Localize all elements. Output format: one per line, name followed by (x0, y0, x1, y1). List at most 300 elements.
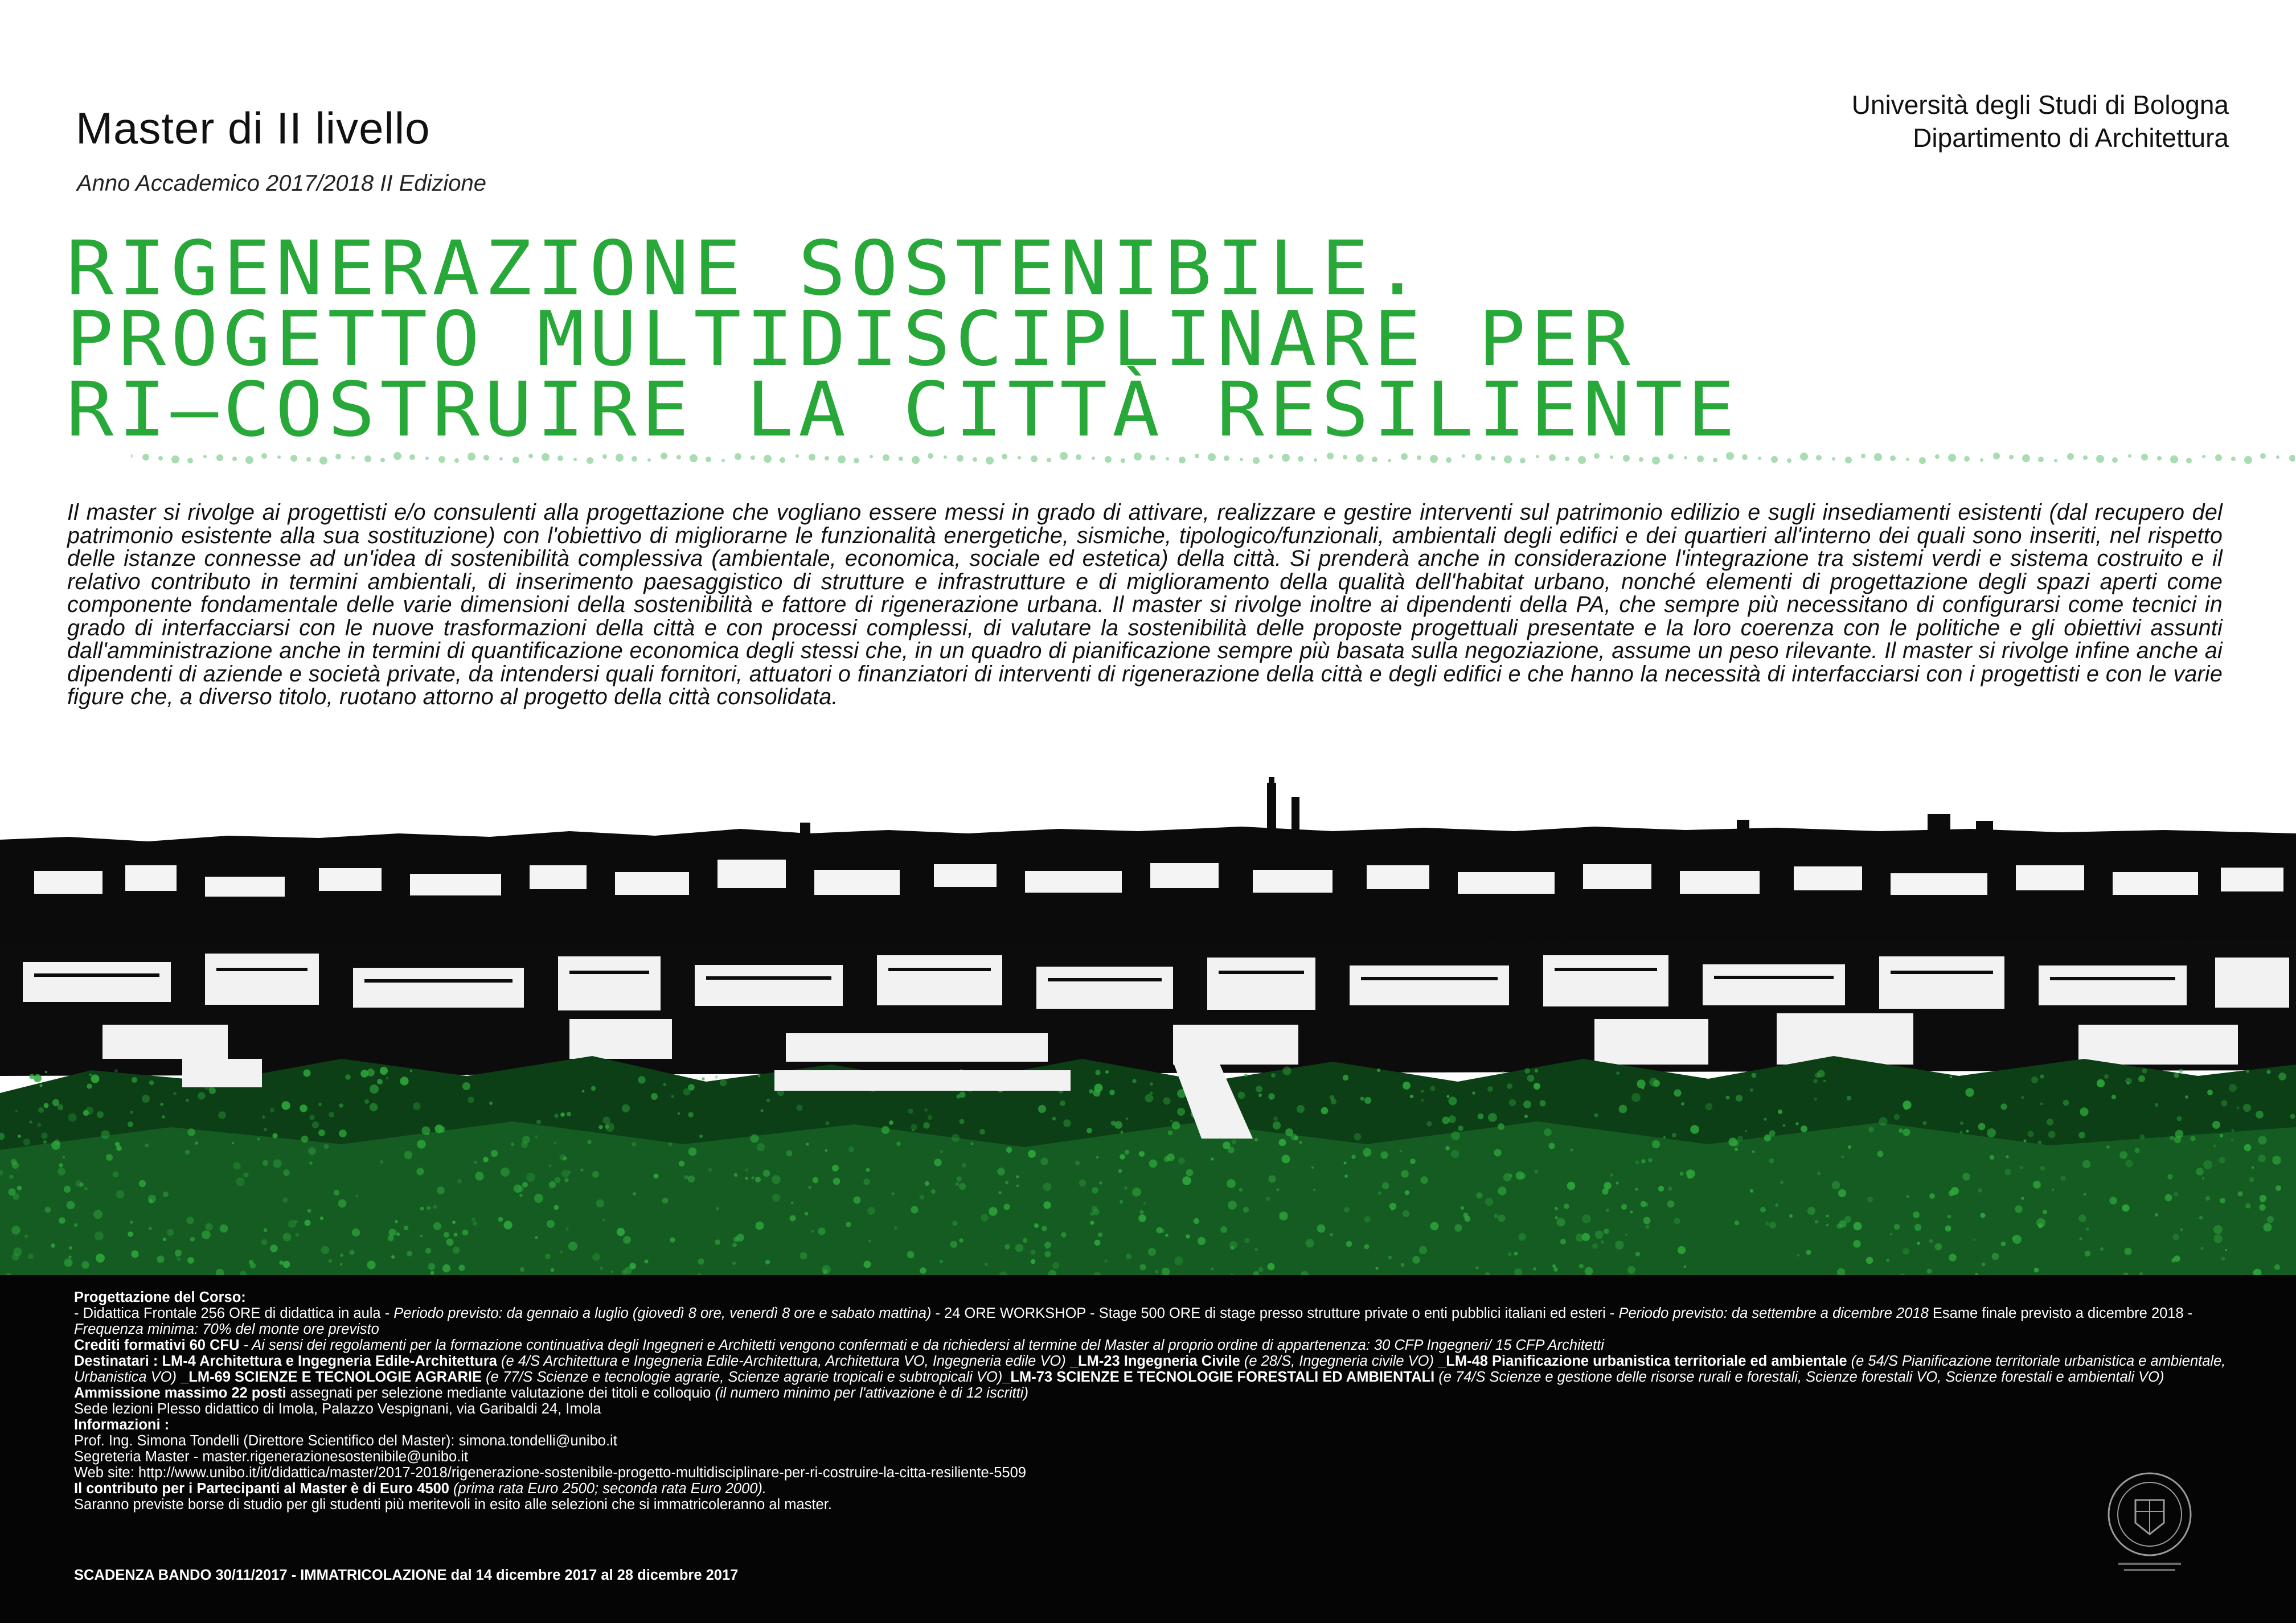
divider-dot (912, 456, 920, 464)
vegetation-speckle (1527, 1075, 1535, 1082)
vegetation-speckle (1299, 1141, 1302, 1144)
vegetation-speckle (1635, 1160, 1639, 1164)
divider-dot (557, 455, 563, 461)
vegetation-speckle (2080, 1238, 2082, 1240)
vegetation-speckle (473, 1221, 477, 1226)
vegetation-speckle (157, 1256, 165, 1263)
vegetation-speckle (1149, 1160, 1158, 1168)
vegetation-speckle (1552, 1264, 1556, 1268)
vegetation-speckle (58, 1104, 63, 1110)
divider-dot (2289, 455, 2295, 462)
vegetation-speckle (1894, 1114, 1900, 1120)
vegetation-speckle (2038, 1141, 2042, 1145)
vegetation-speckle (2219, 1157, 2225, 1163)
vegetation-speckle (1005, 1181, 1008, 1184)
divider-dot (1166, 457, 1169, 461)
vegetation-speckle (894, 1226, 897, 1230)
vegetation-speckle (920, 1195, 925, 1200)
vegetation-speckle (1228, 1201, 1237, 1210)
vegetation-speckle (1950, 1076, 1952, 1078)
vegetation-speckle (264, 1128, 267, 1131)
vegetation-speckle (2245, 1203, 2251, 1209)
vegetation-speckle (18, 1135, 21, 1138)
divider-dot (1684, 456, 1687, 459)
vegetation-speckle (89, 1074, 92, 1076)
vegetation-speckle (106, 1154, 113, 1161)
vegetation-speckle (202, 1230, 211, 1239)
divider-dot (1195, 454, 1199, 458)
vegetation-speckle (1807, 1207, 1815, 1215)
vegetation-speckle (1806, 1250, 1811, 1255)
vegetation-speckle (1378, 1191, 1382, 1195)
vegetation-speckle (257, 1137, 260, 1140)
vegetation-speckle (1978, 1188, 1982, 1193)
vegetation-speckle (59, 1163, 63, 1167)
vegetation-speckle (1752, 1073, 1757, 1078)
vegetation-speckle (1780, 1181, 1784, 1184)
vegetation-speckle (732, 1262, 736, 1265)
title-line-3: RI–COSTRUIRE LA CITTÀ RESILIENTE (66, 366, 1740, 454)
vegetation-speckle (425, 1248, 431, 1254)
vegetation-speckle (587, 1140, 591, 1144)
vegetation-speckle (745, 1177, 748, 1180)
divider-dot (528, 454, 533, 458)
vegetation-speckle (244, 1173, 249, 1178)
vegetation-speckle (1118, 1169, 1122, 1173)
vegetation-speckle (1163, 1098, 1171, 1105)
university-block (1852, 88, 2229, 154)
vegetation-speckle (864, 1261, 871, 1268)
vegetation-speckle (924, 1108, 928, 1112)
vegetation-speckle (1421, 1090, 1424, 1093)
divider-dot (1668, 454, 1674, 459)
vegetation-speckle (1797, 1254, 1800, 1257)
vegetation-speckle (1271, 1073, 1276, 1078)
vegetation-speckle (1389, 1203, 1396, 1210)
vegetation-speckle (132, 1077, 137, 1083)
sede-text: Sede lezioni Plesso didattico di Imola, Palazzo Vespignani, via Garibaldi 24, Imola (74, 1401, 601, 1417)
vegetation-speckle (1160, 1228, 1165, 1233)
vegetation-speckle (2190, 1136, 2195, 1141)
vegetation-speckle (491, 1150, 498, 1157)
vegetation-speckle (2043, 1210, 2047, 1214)
vegetation-speckle (498, 1217, 503, 1222)
vegetation-speckle (867, 1207, 875, 1215)
vegetation-speckle (2200, 1247, 2204, 1250)
vegetation-speckle (2259, 1204, 2265, 1210)
vegetation-speckle (925, 1181, 929, 1186)
vegetation-speckle (1145, 1094, 1154, 1103)
divider-dot (1652, 457, 1660, 465)
informazioni-heading: Informazioni : (74, 1417, 170, 1433)
vegetation-speckle (68, 1113, 77, 1122)
vegetation-speckle (1148, 1248, 1156, 1256)
vegetation-speckle (1015, 1244, 1024, 1252)
vegetation-speckle (1177, 1108, 1185, 1116)
vegetation-speckle (998, 1191, 1001, 1194)
vegetation-speckle (1750, 1088, 1753, 1092)
vegetation-speckle (2221, 1257, 2225, 1261)
vegetation-speckle (96, 1254, 105, 1263)
divider-dot (2276, 455, 2279, 459)
vegetation-speckle (404, 1226, 408, 1230)
vegetation-speckle (806, 1143, 809, 1146)
vegetation-speckle (1052, 1117, 1056, 1121)
vegetation-speckle (1364, 1097, 1371, 1104)
divider-dot (1047, 458, 1051, 462)
vegetation-speckle (395, 1220, 397, 1223)
vegetation-speckle (1672, 1133, 1676, 1137)
divider-dot (1935, 454, 1940, 459)
vegetation-speckle (1637, 1079, 1645, 1088)
vegetation-speckle (591, 1086, 596, 1091)
vegetation-speckle (1518, 1233, 1526, 1240)
vegetation-speckle (1735, 1221, 1740, 1226)
vegetation-speckle (2202, 1177, 2204, 1180)
contact-secretary: Segreteria Master - master.rigenerazionesostenibile@unibo.it (74, 1449, 469, 1465)
vegetation-speckle (281, 1101, 290, 1110)
vegetation-speckle (1105, 1070, 1109, 1074)
vegetation-speckle (2021, 1197, 2024, 1200)
vegetation-speckle (2112, 1095, 2116, 1099)
vegetation-speckle (1737, 1136, 1743, 1141)
vegetation-speckle (663, 1083, 666, 1086)
vegetation-speckle (1674, 1089, 1681, 1096)
vegetation-speckle (1254, 1138, 1258, 1141)
vegetation-speckle (934, 1158, 942, 1166)
vegetation-speckle (632, 1142, 636, 1147)
vegetation-speckle (1360, 1096, 1364, 1100)
vegetation-speckle (41, 1132, 47, 1139)
divider-dot (277, 455, 281, 459)
vegetation-speckle (1592, 1243, 1598, 1249)
vegetation-speckle (1736, 1095, 1742, 1102)
vegetation-speckle (662, 1198, 669, 1204)
vegetation-speckle (38, 1123, 42, 1127)
vegetation-speckle (1382, 1182, 1389, 1189)
vegetation-speckle (1949, 1254, 1957, 1262)
vegetation-speckle (283, 1261, 290, 1268)
vegetation-speckle (622, 1104, 630, 1112)
vegetation-speckle (1061, 1232, 1066, 1237)
vegetation-speckle (1635, 1188, 1638, 1191)
vegetation-speckle (195, 1141, 198, 1145)
vegetation-speckle (1832, 1181, 1840, 1190)
vegetation-speckle (2267, 1216, 2274, 1223)
vegetation-speckle (1498, 1215, 1506, 1222)
vegetation-speckle (51, 1243, 55, 1248)
university-name: Università degli Studi di Bologna (1851, 90, 2229, 120)
vegetation-speckle (1544, 1128, 1552, 1136)
vegetation-speckle (1139, 1151, 1145, 1157)
vegetation-speckle (370, 1103, 378, 1111)
vegetation-speckle (2274, 1264, 2280, 1270)
divider-dot (1993, 453, 2000, 459)
divider-dot (899, 457, 903, 461)
vegetation-speckle (2272, 1156, 2281, 1164)
divider-dot (335, 454, 341, 459)
vegetation-speckle (1346, 1241, 1352, 1247)
contact-director: Prof. Ing. Simona Tondelli (Direttore Scientifico del Master): simona.tondelli@unibo.it (74, 1433, 617, 1449)
vegetation-speckle (863, 1178, 870, 1185)
vegetation-speckle (417, 1140, 425, 1148)
divider-dot (973, 457, 977, 462)
destinatari-text: Destinatari : LM-4 Architettura e Ingegneria Edile-Architettura (e 4/S Architettura e Ingegneria Edile-Architettura, Architettura VO, Ingegneria edile VO) _LM-23 Ingegneria Civile (e 28/S, Ingegneria civile VO) _LM-48 Pianificazione urbanistica territoriale ed ambientale (e 54/S Pianificazione territoriale urbanistica e ambientale, Urbanistica VO) _LM-69 SCIENZE E TECNOLOGIE AGRARIE (e 77/S Scienze e tecnologie agrarie, Scienze agrarie tropicali e subtropicali VO)_LM-73 SCIENZE E TECNOLOGIE FORESTALI ED AMBIENTALI (e 74/S Scienze e gestione delle risorse rurali e forestali, Scienze forestali VO, Scienze forestali e ambientali VO) (74, 1353, 2226, 1385)
vegetation-speckle (475, 1172, 483, 1180)
department-name: Dipartimento di Architettura (1913, 123, 2229, 153)
vegetation-speckle (825, 1149, 828, 1152)
vegetation-speckle (1978, 1123, 1986, 1131)
vegetation-speckle (329, 1112, 334, 1117)
vegetation-speckle (699, 1135, 703, 1138)
vegetation-speckle (2243, 1104, 2251, 1112)
divider-dot (1919, 457, 1926, 464)
vegetation-speckle (1211, 1268, 1214, 1271)
vegetation-speckle (249, 1260, 254, 1265)
vegetation-speckle (633, 1192, 636, 1195)
vegetation-speckle (1454, 1224, 1462, 1231)
vegetation-speckle (1514, 1252, 1518, 1256)
website-link[interactable]: Web site: http://www.unibo.it/it/didattica/master/2017-2018/rigenerazione-sostenibile-progetto-multidisciplinare-per-ri-costruire-la-citta-resiliente-5509 (74, 1465, 1026, 1481)
vegetation-speckle (163, 1191, 169, 1197)
vegetation-speckle (2100, 1247, 2104, 1251)
vegetation-speckle (956, 1182, 960, 1186)
vegetation-speckle (751, 1135, 759, 1143)
vegetation-speckle (334, 1190, 339, 1195)
divider-dot (454, 458, 459, 463)
city-skyline-image (0, 774, 2296, 1281)
vegetation-speckle (1778, 1110, 1782, 1114)
vegetation-speckle (220, 1225, 228, 1233)
vegetation-speckle (320, 1217, 323, 1220)
vegetation-speckle (688, 1148, 697, 1156)
vegetation-speckle (64, 1186, 71, 1193)
divider-dot (1861, 454, 1866, 458)
vegetation-speckle (720, 1079, 727, 1086)
vegetation-speckle (185, 1150, 190, 1154)
vegetation-speckle (1198, 1237, 1206, 1245)
vegetation-speckle (2258, 1154, 2266, 1162)
vegetation-speckle (1524, 1115, 1528, 1118)
vegetation-speckle (128, 1231, 133, 1237)
vegetation-speckle (1182, 1176, 1191, 1185)
vegetation-speckle (58, 1168, 65, 1176)
vegetation-speckle (1344, 1207, 1350, 1213)
title-line-2: PROGETTO MULTIDISCIPLINARE PER (66, 295, 1635, 383)
vegetation-speckle (1305, 1239, 1314, 1247)
vegetation-speckle (645, 1260, 649, 1264)
vegetation-speckle (101, 1130, 110, 1139)
vegetation-speckle (1769, 1158, 1774, 1164)
divider-dot (409, 454, 415, 460)
vegetation-speckle (1867, 1197, 1873, 1202)
divider-dot (158, 456, 163, 461)
vegetation-speckle (1244, 1238, 1250, 1243)
vegetation-speckle (1343, 1075, 1348, 1080)
vegetation-speckle (1075, 1161, 1080, 1166)
vegetation-speckle (1478, 1113, 1484, 1120)
divider-dot (764, 455, 772, 463)
divider-dot (854, 458, 859, 463)
divider-dot (1520, 458, 1526, 463)
divider-dot (1208, 453, 1216, 461)
vegetation-speckle (444, 1232, 449, 1238)
vegetation-speckle (279, 1260, 283, 1264)
vegetation-speckle (1419, 1246, 1427, 1254)
vegetation-speckle (549, 1165, 552, 1168)
divider-dot (1388, 459, 1391, 462)
vegetation-speckle (786, 1151, 793, 1157)
divider-dot (1417, 455, 1421, 460)
divider-dot (1742, 454, 1748, 460)
vegetation-speckle (1498, 1123, 1504, 1130)
vegetation-speckle (300, 1104, 307, 1112)
vegetation-speckle (535, 1135, 538, 1139)
vegetation-speckle (1472, 1091, 1475, 1095)
vegetation-speckle (979, 1129, 985, 1135)
vegetation-speckle (882, 1126, 889, 1134)
vegetation-speckle (262, 1115, 265, 1118)
vegetation-speckle (1838, 1189, 1846, 1197)
vegetation-speckle (1143, 1202, 1146, 1205)
vegetation-speckle (715, 1239, 720, 1245)
vegetation-speckle (1847, 1096, 1851, 1100)
vegetation-speckle (273, 1159, 281, 1168)
vegetation-speckle (1922, 1121, 1926, 1125)
vegetation-speckle (638, 1076, 645, 1083)
vegetation-speckle (1745, 1130, 1747, 1132)
vegetation-speckle (2122, 1205, 2130, 1212)
vegetation-speckle (352, 1228, 360, 1236)
divider-dot (380, 458, 385, 462)
vegetation-speckle (68, 1255, 71, 1258)
vegetation-speckle (2060, 1176, 2066, 1181)
vegetation-speckle (1570, 1148, 1573, 1152)
vegetation-speckle (149, 1227, 151, 1230)
vegetation-speckle (891, 1192, 894, 1195)
vegetation-speckle (1043, 1183, 1052, 1191)
vegetation-speckle (1344, 1174, 1348, 1178)
vegetation-speckle (2267, 1070, 2271, 1074)
vegetation-speckle (1687, 1174, 1692, 1179)
vegetation-speckle (1879, 1117, 1887, 1125)
vegetation-speckle (1621, 1204, 1627, 1210)
vegetation-speckle (1124, 1186, 1127, 1189)
vegetation-speckle (93, 1210, 102, 1219)
vegetation-speckle (549, 1181, 556, 1188)
vegetation-speckle (2180, 1228, 2183, 1231)
vegetation-speckle (1625, 1234, 1628, 1236)
divider-dot (393, 452, 401, 460)
divider-dot (261, 453, 267, 459)
vegetation-speckle (1487, 1086, 1493, 1092)
vegetation-speckle (763, 1170, 770, 1177)
vegetation-speckle (308, 1147, 316, 1155)
vegetation-speckle (2040, 1166, 2045, 1170)
vegetation-speckle (1509, 1099, 1516, 1106)
vegetation-speckle (2106, 1145, 2110, 1149)
vegetation-speckle (2207, 1090, 2213, 1095)
vegetation-speckle (580, 1168, 583, 1171)
vegetation-speckle (2236, 1106, 2239, 1109)
vegetation-speckle (1449, 1097, 1457, 1106)
divider-dot (780, 457, 785, 463)
vegetation-speckle (1045, 1251, 1051, 1258)
divider-dot (1565, 457, 1569, 461)
vegetation-speckle (452, 1221, 456, 1224)
divider-dot (1240, 458, 1243, 461)
vegetation-speckle (670, 1237, 675, 1242)
vegetation-speckle (765, 1260, 770, 1265)
vegetation-speckle (1815, 1220, 1818, 1223)
vegetation-speckle (1641, 1201, 1647, 1207)
vegetation-speckle (13, 1193, 19, 1199)
vegetation-speckle (760, 1109, 763, 1112)
vegetation-speckle (1615, 1240, 1624, 1250)
divider-dot (2022, 454, 2030, 462)
vegetation-speckle (367, 1069, 375, 1076)
divider-dot (796, 454, 799, 458)
vegetation-speckle (2082, 1160, 2090, 1168)
vegetation-speckle (233, 1162, 241, 1170)
vegetation-speckle (380, 1067, 388, 1075)
vegetation-speckle (1099, 1181, 1102, 1184)
divider-dot (1816, 455, 1822, 461)
vegetation-speckle (2256, 1111, 2264, 1119)
vegetation-speckle (1948, 1215, 1951, 1219)
divider-dot (573, 458, 577, 461)
divider-dot (1639, 457, 1643, 462)
vegetation-speckle (2031, 1076, 2038, 1083)
vegetation-speckle (1814, 1098, 1817, 1101)
vegetation-speckle (2225, 1249, 2227, 1251)
vegetation-speckle (1461, 1206, 1464, 1210)
divider-dot (1906, 458, 1909, 461)
crediti-text: Crediti formativi 60 CFU - Ai sensi dei regolamenti per la formazione continuativa degli Ingegneri e Architetti vengono confermati e da richiedersi al termine del Master al proprio ordine di appartenenza: 30 CFP Ingegneri/ 15 CFP Architetti (74, 1337, 1604, 1353)
vegetation-speckle (1765, 1221, 1769, 1225)
vegetation-speckle (1238, 1092, 1245, 1099)
vegetation-speckle (1627, 1266, 1635, 1274)
vegetation-speckle (2034, 1268, 2039, 1273)
divider-dot (883, 454, 889, 461)
vegetation-speckle (736, 1234, 744, 1242)
vegetation-speckle (745, 1168, 748, 1172)
vegetation-speckle (1667, 1201, 1675, 1208)
divider-dot (351, 456, 355, 459)
vegetation-speckle (1823, 1080, 1826, 1082)
divider-dot (483, 455, 489, 461)
vegetation-speckle (734, 1173, 738, 1177)
vegetation-speckle (952, 1134, 960, 1142)
vegetation-speckle (329, 1259, 333, 1263)
vegetation-speckle (139, 1180, 146, 1187)
vegetation-speckle (91, 1075, 100, 1083)
divider-dot (690, 454, 698, 462)
vegetation-speckle (2078, 1132, 2085, 1139)
vegetation-speckle (2278, 1073, 2286, 1080)
vegetation-speckle (1906, 1195, 1909, 1198)
vegetation-speckle (2078, 1214, 2086, 1222)
vegetation-speckle (1735, 1148, 1738, 1151)
vegetation-speckle (23, 1139, 30, 1145)
academic-year: Anno Accademico 2017/2018 II Edizione (77, 171, 487, 196)
deadline-text: SCADENZA BANDO 30/11/2017 - IMMATRICOLAZIONE dal 14 dicembre 2017 al 28 dicembre 2017 (74, 1567, 739, 1583)
vegetation-speckle (1813, 1079, 1817, 1083)
vegetation-speckle (2205, 1196, 2210, 1201)
vegetation-speckle (1604, 1182, 1611, 1189)
vegetation-speckle (1186, 1169, 1194, 1177)
vegetation-speckle (2229, 1084, 2237, 1092)
